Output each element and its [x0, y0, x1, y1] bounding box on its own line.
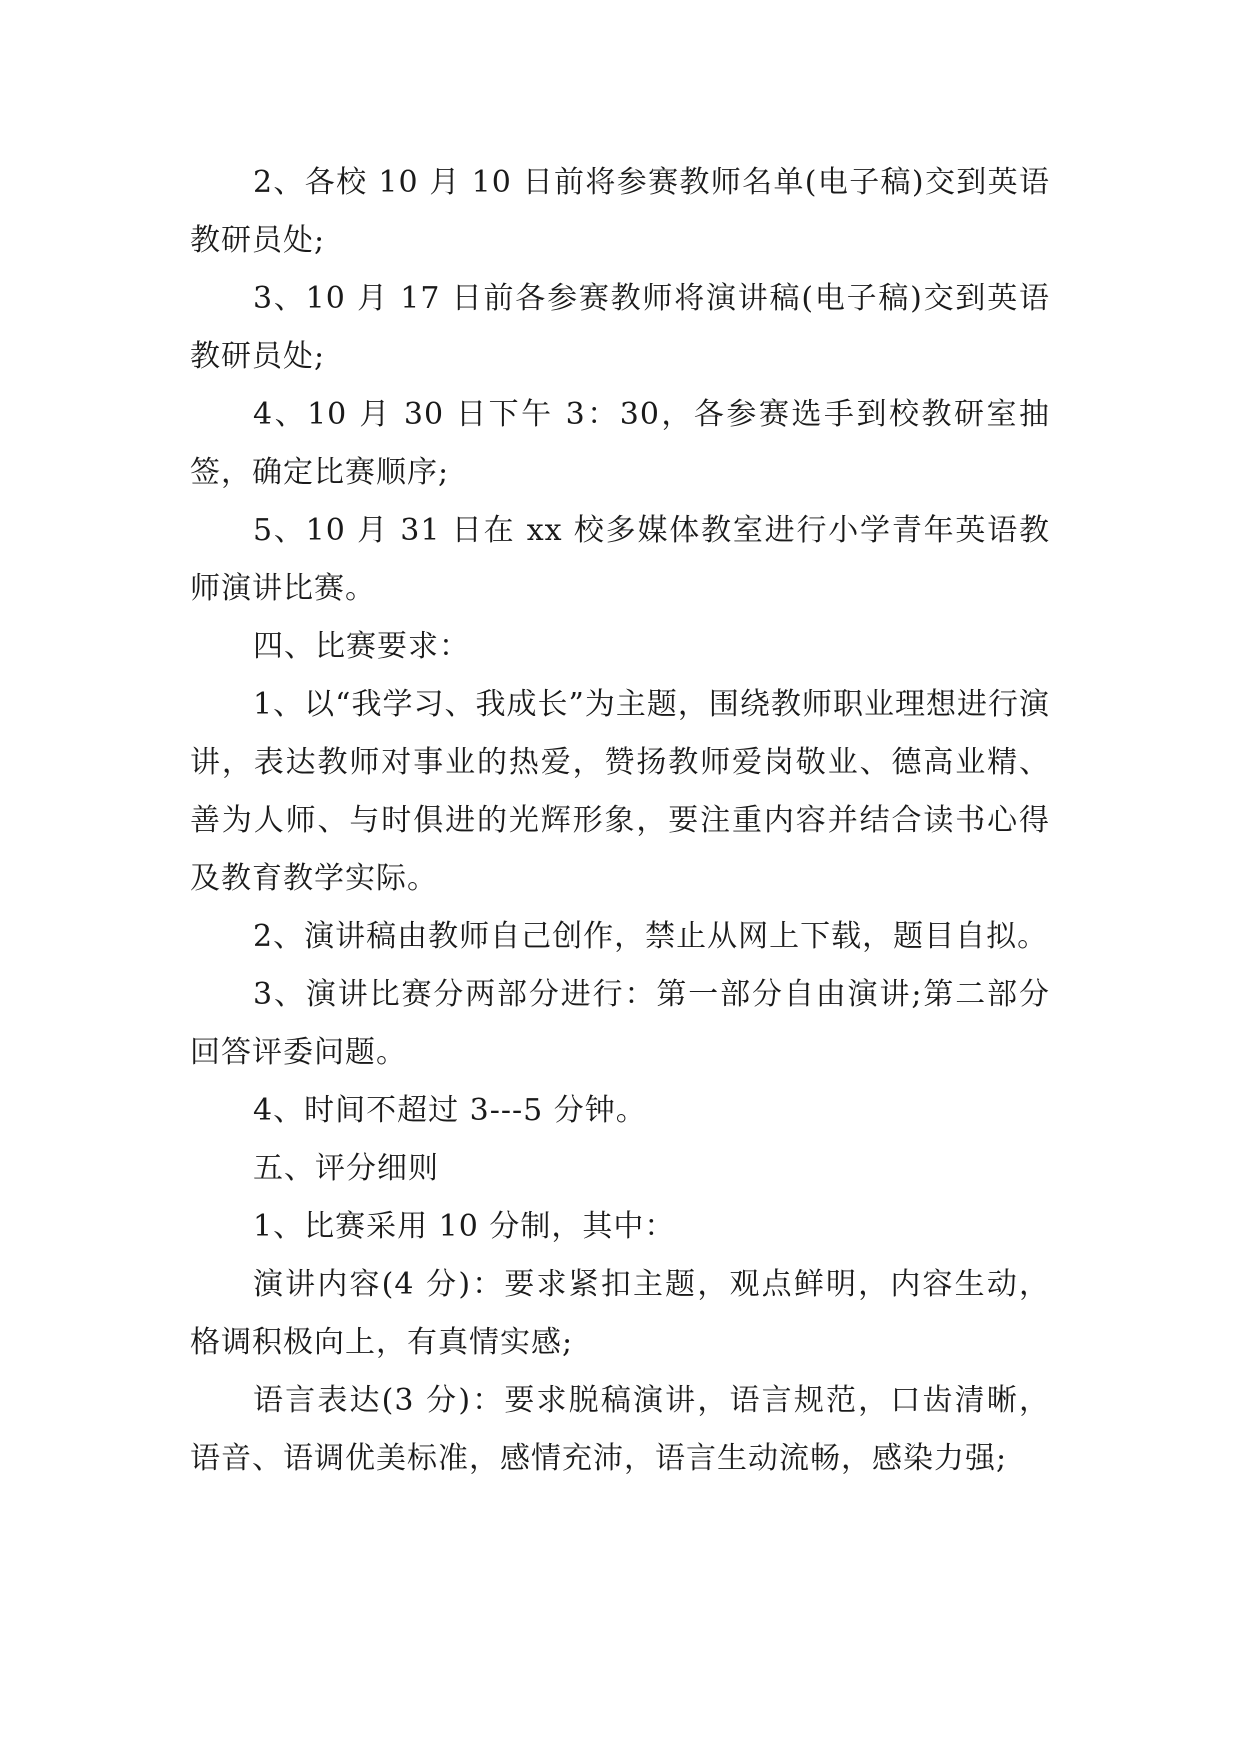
paragraph-requirement-3: 3、演讲比赛分两部分进行：第一部分自由演讲;第二部分回答评委问题。	[190, 977, 1050, 1070]
document-body	[190, 154, 1050, 1488]
paragraph-item-2-submit-list: 2、各校 10 月 10 日前将参赛教师名单(电子稿)交到英语教研员处;	[190, 165, 1050, 258]
paragraph-requirement-4: 4、时间不超过 3---5 分钟。	[253, 1093, 647, 1128]
paragraph-item-5-competition-day: 5、10 月 31 日在 xx 校多媒体教室进行小学青年英语教师演讲比赛。	[190, 513, 1050, 606]
paragraph-scoring-language: 语言表达(3 分)：要求脱稿演讲，语言规范，口齿清晰，语音、语调优美标准，感情充沛，语言生动流畅，感染力强;	[190, 1383, 1050, 1476]
paragraph-item-3-submit-speech: 3、10 月 17 日前各参赛教师将演讲稿(电子稿)交到英语教研员处;	[190, 281, 1050, 374]
paragraph-scoring-content: 演讲内容(4 分)：要求紧扣主题，观点鲜明，内容生动，格调积极向上，有真情实感;	[190, 1267, 1050, 1360]
paragraph-item-4-draw-lots: 4、10 月 30 日下午 3：30，各参赛选手到校教研室抽签，确定比赛顺序;	[190, 397, 1050, 490]
section-heading-requirements: 四、比赛要求：	[253, 629, 470, 664]
paragraph-requirement-1: 1、以“我学习、我成长”为主题，围绕教师职业理想进行演讲，表达教师对事业的热爱，赞扬教师爱岗敬业、德高业精、善为人师、与时俱进的光辉形象，要注重内容并结合读书心得及教育教学实际。	[190, 687, 1050, 896]
paragraph-scoring-1: 1、比赛采用 10 分制，其中：	[253, 1209, 676, 1244]
section-heading-scoring: 五、评分细则	[253, 1151, 439, 1186]
paragraph-requirement-2: 2、演讲稿由教师自己创作，禁止从网上下载，题目自拟。	[253, 919, 1049, 954]
